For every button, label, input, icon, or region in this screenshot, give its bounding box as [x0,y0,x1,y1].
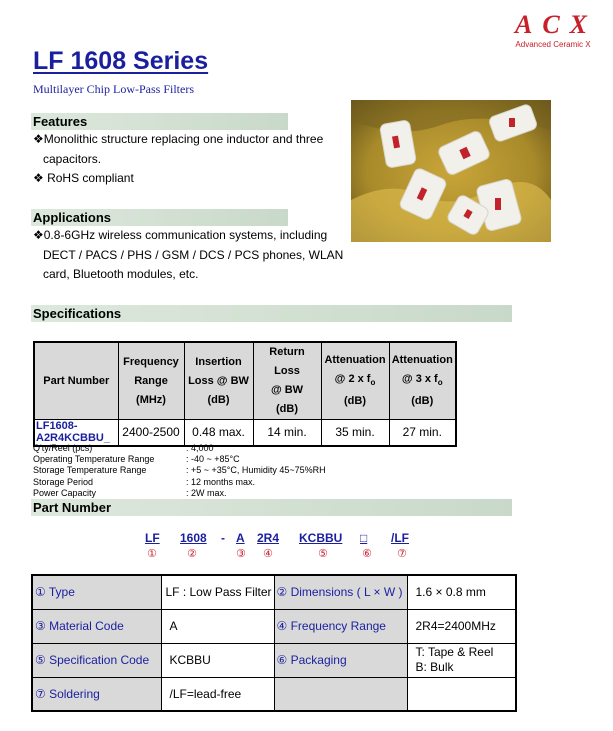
parameters-list [33,443,326,499]
num-4: ④ [263,548,273,560]
value-dimensions: 1.6 × 0.8 mm [407,575,516,609]
label-type: ① Type [32,575,161,609]
value-material-code: A [161,609,274,643]
acx-logo [508,10,598,52]
value-specification-code: KCBBU [161,643,274,677]
value-frequency-range: 2R4=2400MHz [407,609,516,643]
table-row [32,609,516,643]
chip-filters-image [351,100,551,242]
label-soldering: ⑦ Soldering [32,677,161,711]
col-insertion-loss: Insertion Loss @ BW (dB) [184,342,253,420]
feature-item: ❖Monolithic structure replacing one inductor and three capacitors. [33,132,324,166]
cell-frequency: 2400-2500 [118,420,184,446]
cell-att-2fo: 35 min. [321,420,389,446]
param-row: Storage Temperature Range : +5 ~ +35°C, Humidity 45~75%RH [33,465,326,476]
num-7: ⑦ [397,548,407,560]
part-number-table [31,574,517,712]
table-row [32,575,516,609]
cell-att-3fo: 27 min. [389,420,456,446]
col-attenuation-3fo: Attenuation @ 3 x $f_o$ (dB) [389,342,456,420]
code-kcbbu: KCBBU [299,531,343,545]
col-return-loss: Return Loss @ BW (dB) [253,342,321,420]
table-row [34,420,456,446]
empty-value-cell [407,677,516,711]
application-item: ❖0.8-6GHz wireless communication systems, including DECT / PACS / PHS / GSM / DCS / PCS phones, WLAN card, Bluetooth modules, etc. [33,228,344,281]
page-title: LF 1608 Series [33,47,209,75]
value-packaging: T: Tape & Reel B: Bulk [407,643,516,677]
code-packaging-box: □ [360,531,368,545]
applications-heading: Applications [31,209,288,226]
param-row: Q'ty/Reel (pcs) : 4,000 [33,443,214,453]
num-3: ③ [236,548,246,560]
code-dash: - [221,531,225,545]
value-soldering: /LF=lead-free [161,677,274,711]
label-dimensions: ② Dimensions ( L × W ) [274,575,407,609]
logo-brand: ACX [514,10,598,39]
label-specification-code: ⑤ Specification Code [32,643,161,677]
applications-list [33,226,343,285]
col-frequency: Frequency Range (MHz) [118,342,184,420]
label-frequency-range: ④ Frequency Range [274,609,407,643]
code-lf-suffix: /LF [391,531,409,545]
product-photo [351,100,551,242]
col-part-number: Part Number [34,342,118,420]
page-subtitle: Multilayer Chip Low-Pass Filters [33,82,194,96]
part-number-heading: Part Number [31,499,512,516]
code-1608: 1608 [180,531,207,545]
table-row [32,677,516,711]
label-material-code: ③ Material Code [32,609,161,643]
feature-item: ❖ RoHS compliant [33,171,134,185]
cell-part-number: LF1608- A2R4KCBBU_ [34,420,118,446]
logo-tagline: Advanced Ceramic X [515,40,591,49]
code-2r4: 2R4 [257,531,280,545]
table-row [32,643,516,677]
value-type: LF : Low Pass Filter [161,575,274,609]
cell-return-loss: 14 min. [253,420,321,446]
num-2: ② [187,548,197,560]
param-row: Operating Temperature Range : -40 ~ +85°C [33,454,240,465]
cell-insertion-loss: 0.48 max. [184,420,253,446]
features-heading: Features [31,113,288,130]
num-1: ① [147,548,157,560]
spec-header-row [34,342,456,420]
col-attenuation-2fo: Attenuation @ 2 x $f_o$ (dB) [321,342,389,420]
empty-label-cell [274,677,407,711]
label-packaging: ⑥ Packaging [274,643,407,677]
specifications-heading: Specifications [31,305,512,322]
param-row: Power Capacity : 2W max. [33,487,227,498]
features-list [33,130,323,189]
code-lf: LF [145,531,160,545]
code-a: A [236,531,245,545]
num-5: ⑤ [318,548,328,560]
specifications-table [33,341,457,447]
param-row: Storage Period : 12 months max. [33,476,256,487]
num-6: ⑥ [362,548,372,560]
